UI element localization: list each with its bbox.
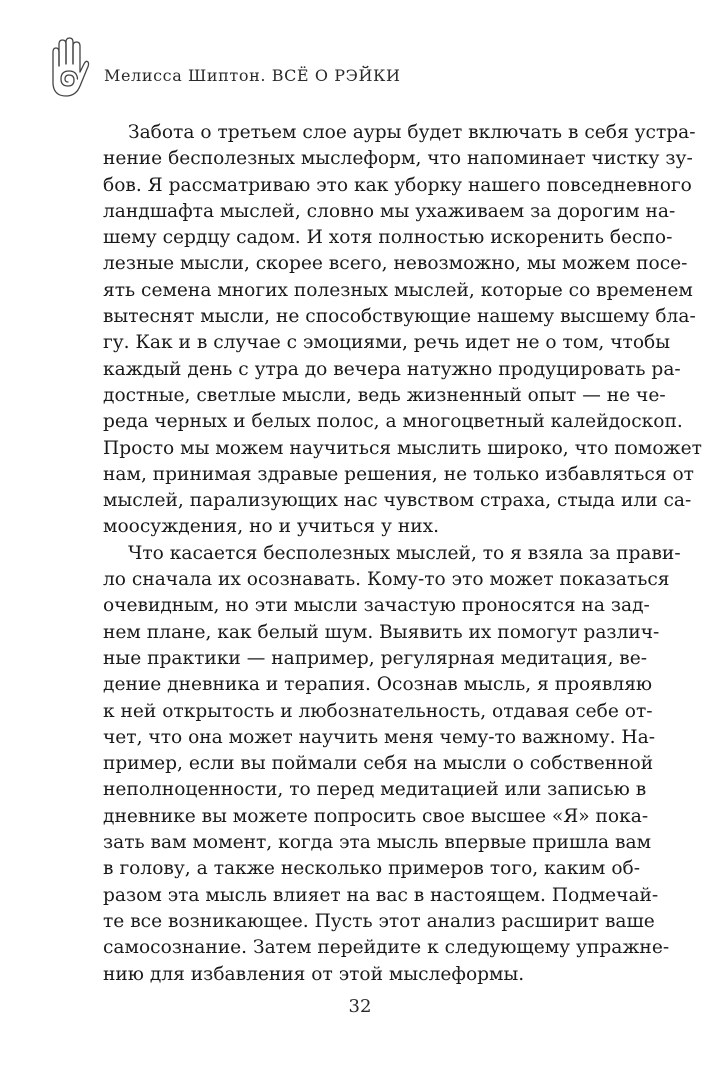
text-line: зать вам момент, когда эта мысль впервые пришла вам bbox=[103, 832, 652, 854]
body-text bbox=[103, 120, 702, 988]
text-line: мыслей, парализующих нас чувством страха, стыда или са- bbox=[103, 490, 692, 512]
text-line: самосознание. Затем перейдите к следующему упражне- bbox=[103, 937, 670, 959]
hand-spiral-icon bbox=[44, 36, 90, 100]
text-line: бов. Я рассматриваю это как уборку нашего повседневного bbox=[103, 174, 692, 196]
page-header bbox=[44, 36, 684, 100]
text-line: ло сначала их осознавать. Кому-то это может показаться bbox=[103, 569, 670, 591]
running-head: Мелисса Шиптон. ВСЁ О РЭЙКИ bbox=[104, 66, 401, 85]
text-line: разом эта мысль влияет на вас в настоящем. Подмечай- bbox=[103, 884, 659, 906]
text-line: чет, что она может научить меня чему-то важному. На- bbox=[103, 726, 655, 748]
text-line: нем плане, как белый шум. Выявить их помогут различ- bbox=[103, 621, 660, 643]
text-line: Забота о третьем слое ауры будет включать в себя устра- bbox=[128, 122, 696, 143]
text-line: те все возникающее. Пусть этот анализ расширит ваше bbox=[103, 910, 655, 932]
text-line: дневнике вы можете попросить свое высшее «Я» пока- bbox=[103, 805, 649, 827]
page-number: 32 bbox=[348, 996, 372, 1017]
text-line: нам, принимая здравые решения, не только избавляться от bbox=[103, 463, 694, 485]
text-line: в голову, а также несколько примеров того, каким об- bbox=[103, 858, 640, 880]
text-line: моосуждения, но и учиться у них. bbox=[103, 516, 440, 538]
text-line: Просто мы можем научиться мыслить широко, что поможет bbox=[103, 437, 702, 459]
text-line: нию для избавления от этой мыслеформы. bbox=[103, 963, 525, 985]
text-line: к ней открытость и любознательность, отдавая себе от- bbox=[103, 700, 653, 722]
text-line: ные практики — например, регулярная медитация, ве- bbox=[103, 647, 648, 669]
text-line: вытеснят мысли, не способствующие нашему высшему бла- bbox=[103, 306, 696, 328]
text-line: шему сердцу садом. И хотя полностью искоренить беспо- bbox=[103, 227, 673, 249]
text-line: реда черных и белых полос, а многоцветный калейдоскоп. bbox=[103, 411, 683, 433]
text-line: каждый день с утра до вечера натужно продуцировать ра- bbox=[103, 358, 681, 380]
text-line: неполноценности, то перед медитацией или записью в bbox=[103, 779, 647, 801]
text-line: лезные мысли, скорее всего, невозможно, мы можем посе- bbox=[103, 253, 688, 275]
text-line: очевидным, но эти мысли зачастую проносятся на зад- bbox=[103, 595, 650, 617]
text-line: ландшафта мыслей, словно мы ухаживаем за дорогим на- bbox=[103, 200, 676, 222]
text-line: Что касается бесполезных мыслей, то я взяла за прави- bbox=[128, 542, 681, 564]
text-line: ять семена многих полезных мыслей, которые со временем bbox=[103, 279, 693, 301]
text-line: дение дневника и терапия. Осознав мысль, я проявляю bbox=[103, 674, 653, 696]
text-line: нение бесполезных мыслеформ, что напоминает чистку зу- bbox=[103, 148, 693, 170]
text-line: гу. Как и в случае с эмоциями, речь идет не о том, чтобы bbox=[103, 332, 671, 354]
text-line: достные, светлые мысли, ведь жизненный опыт — не че- bbox=[103, 384, 666, 406]
text-line: пример, если вы поймали себя на мысли о собственной bbox=[103, 753, 654, 775]
paragraph bbox=[103, 541, 681, 988]
paragraph bbox=[103, 120, 702, 541]
